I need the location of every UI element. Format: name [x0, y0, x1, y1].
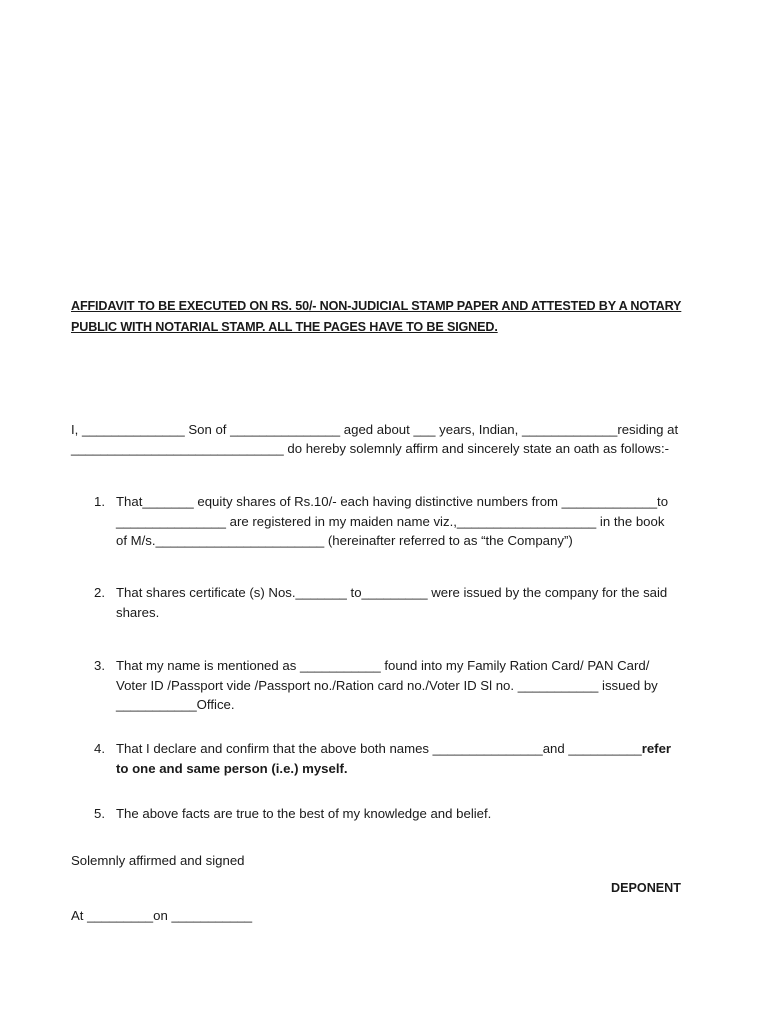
- affidavit-heading: [71, 296, 701, 338]
- clause-2: [94, 583, 700, 622]
- clause-number: 3.: [94, 658, 105, 673]
- heading-line-1: AFFIDAVIT TO BE EXECUTED ON RS. 50/- NON-JUDICIAL STAMP PAPER AND ATTESTED BY A NOTARY: [71, 299, 682, 313]
- clause-number: 2.: [94, 585, 105, 600]
- clause-number: 1.: [94, 494, 105, 509]
- clause-1: [94, 492, 700, 551]
- clause-2-line-1: That shares certificate (s) Nos._______ to_________ were issued by the company for the said: [116, 585, 668, 600]
- heading-line-2: PUBLIC WITH NOTARIAL STAMP. ALL THE PAGES HAVE TO BE SIGNED.: [71, 320, 498, 334]
- intro-line-1: I, ______________ Son of _______________ aged about ___ years, Indian, _____________residing at: [71, 422, 679, 437]
- clause-4-line-2: to one and same person (i.e.) myself.: [116, 760, 348, 776]
- clause-3-line-1: That my name is mentioned as ___________ found into my Family Ration Card/ PAN Card/: [116, 658, 650, 673]
- clause-1-line-1: That_______ equity shares of Rs.10/- each having distinctive numbers from _____________to: [116, 494, 669, 509]
- clause-5-line-1: The above facts are true to the best of my knowledge and belief.: [116, 806, 492, 821]
- place-date-line: At _________on ___________: [71, 908, 253, 923]
- clause-4-bold-text: refer: [641, 741, 672, 756]
- clause-3: [94, 656, 700, 715]
- clause-number: 4.: [94, 741, 105, 756]
- clause-2-line-2: shares.: [116, 604, 160, 620]
- clause-3-line-2: Voter ID /Passport vide /Passport no./Ration card no./Voter ID Sl no. ___________ issued by: [116, 677, 658, 693]
- clause-3-line-3: ___________Office.: [116, 697, 235, 712]
- intro-paragraph: [71, 420, 699, 458]
- clause-4-line-1: [116, 739, 700, 759]
- clause-4: [94, 739, 700, 778]
- clause-1-line-2: _______________ are registered in my maiden name viz.,___________________ in the book: [116, 513, 665, 529]
- deponent-label: DEPONENT: [611, 881, 681, 895]
- clause-number: 5.: [94, 806, 105, 821]
- clause-1-line-3: of M/s._______________________ (hereinafter referred to as “the Company”): [116, 533, 573, 548]
- clause-4-text: That I declare and confirm that the above both names _______________and __________: [116, 741, 642, 756]
- intro-line-2: _____________________________ do hereby solemnly affirm and sincerely state an oath as follows:-: [71, 441, 670, 456]
- clause-5: [94, 804, 700, 824]
- solemnly-affirmed-text: Solemnly affirmed and signed: [71, 853, 245, 868]
